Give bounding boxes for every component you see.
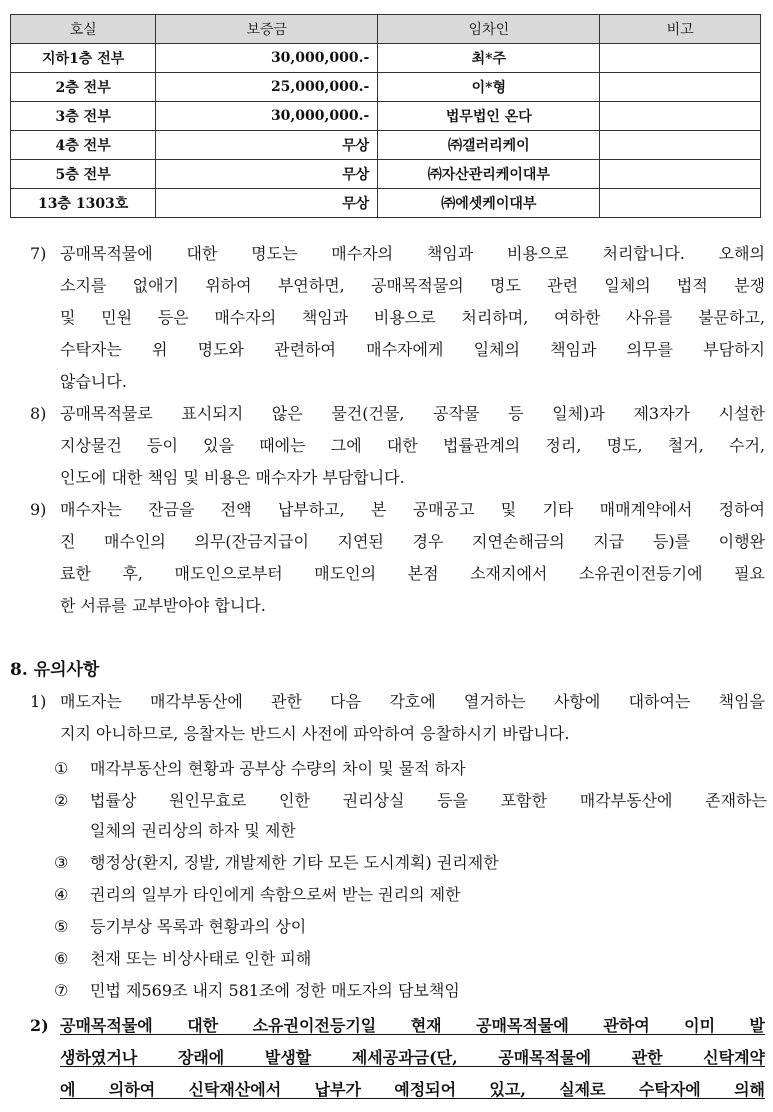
sub-item-mark: ⑦ [54, 981, 69, 1000]
cell-note [600, 189, 761, 218]
cell-tenant: 이*형 [378, 73, 600, 102]
sub-item-text: 행정상(환지, 징발, 개발제한 기타 모든 도시계획) 권리제한 [90, 853, 499, 872]
clause-number: 8) [30, 404, 47, 423]
sub-item [54, 880, 461, 910]
sub-item-mark: ⑤ [54, 917, 69, 936]
cell-room: 2층 전부 [11, 73, 156, 102]
sub-item-text: 권리의 일부가 타인에게 속함으로써 받는 권리의 제한 [90, 885, 461, 904]
clause-number: 7) [30, 244, 47, 263]
clause-line: 인도에 대한 책임 및 비용은 매수자가 부담합니다. [60, 468, 405, 487]
clause-line: 및 민원 등은 매수자의 책임과 비용으로 처리하며, 여하한 사유를 불문하고, [60, 308, 765, 327]
sub-item-text: 등기부상 목록과 현황과의 상이 [90, 917, 307, 936]
clause-line: 생하였거나 장래에 발생할 제세공과금(단, 공매목적물에 관한 신탁계약 [60, 1048, 765, 1067]
cell-deposit: 30,000,000.- [156, 44, 378, 73]
sub-item [54, 848, 499, 878]
clause-9 [30, 494, 765, 622]
cell-deposit: 무상 [156, 189, 378, 218]
clause-line: 한 서류를 교부받아야 합니다. [60, 596, 266, 615]
sub-item-text: 매각부동산의 현황과 공부상 수량의 차이 및 물적 하자 [90, 759, 466, 778]
cell-tenant: 법무법인 온다 [378, 102, 600, 131]
cell-note [600, 102, 761, 131]
cell-tenant: 최*주 [378, 44, 600, 73]
cell-room: 지하1층 전부 [11, 44, 156, 73]
sub-item [54, 944, 312, 974]
cell-note [600, 73, 761, 102]
clause-line: 에 의하여 신탁재산에서 납부가 예정되어 있고, 실제로 수탁자에 의해 [60, 1080, 765, 1099]
header-tenant: 임차인 [378, 15, 600, 44]
clause-line: 매도자는 매각부동산에 관한 다음 각호에 열거하는 사항에 대하여는 책임을 [60, 692, 765, 711]
cell-note [600, 131, 761, 160]
sub-item [54, 786, 767, 846]
sub-item-text: 법률상 원인무효로 인한 권리상실 등을 포함한 매각부동산에 존재하는 [90, 791, 767, 810]
cell-room: 3층 전부 [11, 102, 156, 131]
clause-number: 2) [30, 1016, 49, 1035]
clause-line: 수탁자는 위 명도와 관련하여 매수자에게 일체의 책임과 의무를 부담하지 [60, 340, 765, 359]
sub-item-text: 일체의 권리상의 하자 및 제한 [90, 821, 296, 840]
cell-room: 4층 전부 [11, 131, 156, 160]
cell-room: 5층 전부 [11, 160, 156, 189]
table-row [11, 131, 761, 160]
table-row [11, 73, 761, 102]
header-deposit: 보증금 [156, 15, 378, 44]
clause-line: 공매목적물로 표시되지 않은 물건(건물, 공작물 등 일체)과 제3자가 시설한 [60, 404, 765, 423]
cell-deposit: 25,000,000.- [156, 73, 378, 102]
sub-item-text: 민법 제569조 내지 581조에 정한 매도자의 담보책임 [90, 981, 460, 1000]
cell-room: 13층 1303호 [11, 189, 156, 218]
sub-item-mark: ② [54, 791, 69, 810]
cell-deposit: 무상 [156, 131, 378, 160]
sub-item [54, 912, 307, 942]
clause-line: 매수자는 잔금을 전액 납부하고, 본 공매공고 및 기타 매매계약에서 정하여 [60, 500, 765, 519]
clause-7 [30, 238, 765, 398]
cell-note [600, 44, 761, 73]
notice-1 [30, 686, 765, 750]
sub-item-mark: ⑥ [54, 949, 69, 968]
clause-number: 1) [30, 692, 47, 711]
sub-item-mark: ④ [54, 885, 69, 904]
table-header-row [11, 15, 761, 44]
table-row [11, 44, 761, 73]
cell-note [600, 160, 761, 189]
table-row [11, 189, 761, 218]
section-title: 8. 유의사항 [10, 660, 100, 680]
clause-number: 9) [30, 500, 47, 519]
table-row [11, 160, 761, 189]
header-room: 호실 [11, 15, 156, 44]
clause-line: 않습니다. [60, 372, 127, 391]
sub-item [54, 754, 466, 784]
tenant-table [10, 14, 761, 218]
cell-tenant: ㈜갤러리케이 [378, 131, 600, 160]
sub-item [54, 976, 460, 1006]
sub-item-mark: ① [54, 759, 69, 778]
header-note: 비고 [600, 15, 761, 44]
sub-item-mark: ③ [54, 853, 69, 872]
clause-line: 공매목적물에 대한 소유권이전등기일 현재 공매목적물에 관하여 이미 발 [60, 1016, 765, 1035]
notice-2 [30, 1010, 765, 1106]
clause-line: 지상물건 등이 있을 때에는 그에 대한 법률관계의 정리, 명도, 철거, 수거, [60, 436, 765, 455]
clause-line: 료한 후, 매도인으로부터 매도인의 본점 소재지에서 소유권이전등기에 필요 [60, 564, 765, 583]
sub-item-text: 천재 또는 비상사태로 인한 피해 [90, 949, 312, 968]
cell-deposit: 무상 [156, 160, 378, 189]
cell-tenant: ㈜자산관리케이대부 [378, 160, 600, 189]
clause-line: 진 매수인의 의무(잔금지급이 지연된 경우 지연손해금의 지급 등)를 이행완 [60, 532, 765, 551]
table-row [11, 102, 761, 131]
clause-line: 지지 아니하므로, 응찰자는 반드시 사전에 파악하여 응찰하시기 바랍니다. [60, 724, 570, 743]
clause-line: 공매목적물에 대한 명도는 매수자의 책임과 비용으로 처리합니다. 오해의 [60, 244, 765, 263]
clause-8 [30, 398, 765, 494]
cell-tenant: ㈜에셋케이대부 [378, 189, 600, 218]
cell-deposit: 30,000,000.- [156, 102, 378, 131]
clause-line: 소지를 없애기 위하여 부연하면, 공매목적물의 명도 관련 일체의 법적 분쟁 [60, 276, 765, 295]
